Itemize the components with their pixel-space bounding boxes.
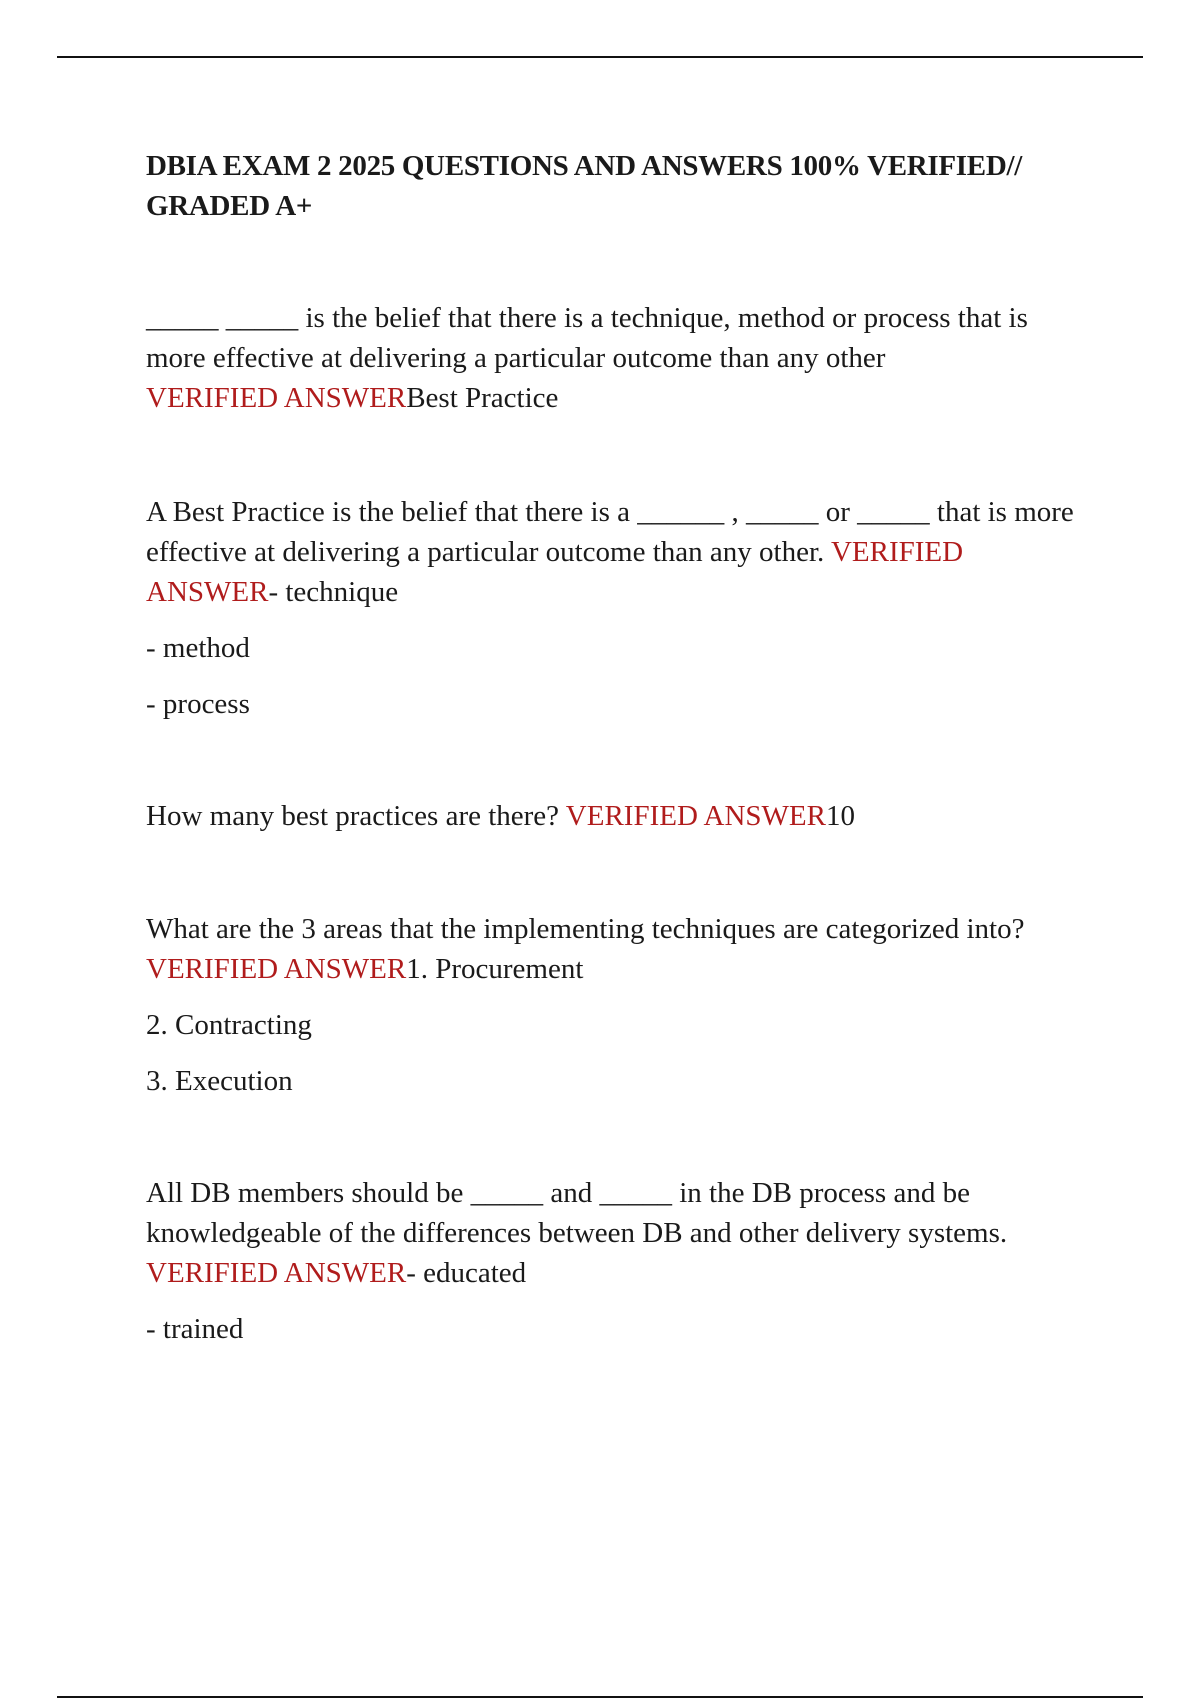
- answer-line: 2. Contracting: [146, 1009, 312, 1041]
- document-title: DBIA EXAM 2 2025 QUESTIONS AND ANSWERS 100% VERIFIED// GRADED A+: [146, 150, 1022, 222]
- answer-line: - trained: [146, 1313, 244, 1345]
- answer-text: - educated: [406, 1257, 527, 1289]
- qa-item-5: [146, 1173, 1086, 1349]
- question-text: _____ _____ is the belief that there is a technique, method or process that is more effective at delivering a particular outcome than any other: [146, 302, 1028, 374]
- answer-text: Best Practice: [406, 382, 559, 414]
- top-rule: [57, 56, 1143, 58]
- qa-item-2: [146, 492, 1086, 724]
- answer-text: 10: [825, 800, 855, 832]
- answer-line: - process: [146, 688, 250, 720]
- qa-paragraph: [146, 298, 1086, 418]
- verified-answer-label: VERIFIED ANSWER: [146, 953, 407, 985]
- answer-line: - method: [146, 632, 250, 664]
- qa-item-4: [146, 909, 1086, 1101]
- answer-text: - technique: [268, 576, 399, 608]
- qa-item-1: [146, 298, 1086, 418]
- qa-paragraph: [146, 909, 1086, 989]
- verified-answer-label: VERIFIED ANSWER: [146, 1257, 407, 1289]
- answer-line: 3. Execution: [146, 1065, 293, 1097]
- question-text: How many best practices are there?: [146, 800, 566, 832]
- qa-paragraph: [146, 492, 1086, 612]
- qa-item-3: [146, 796, 1086, 836]
- qa-paragraph: [146, 1173, 1086, 1293]
- answer-text: 1. Procurement: [406, 953, 584, 985]
- verified-answer-label: VERIFIED ANSWER: [565, 800, 826, 832]
- verified-answer-label: VERIFIED ANSWER: [146, 382, 407, 414]
- bottom-rule: [57, 1696, 1143, 1698]
- question-text: What are the 3 areas that the implementing techniques are categorized into?: [146, 913, 1025, 945]
- qa-paragraph: [146, 796, 1086, 836]
- question-text: All DB members should be _____ and _____ in the DB process and be knowledgeable of the differences between DB and other delivery systems.: [146, 1177, 1008, 1249]
- verified-answer-label: VERIFIED ANSWER: [146, 536, 964, 608]
- question-text: A Best Practice is the belief that there is a ______ , _____ or _____ that is more effective at delivering a particular outcome than any other.: [146, 496, 1074, 568]
